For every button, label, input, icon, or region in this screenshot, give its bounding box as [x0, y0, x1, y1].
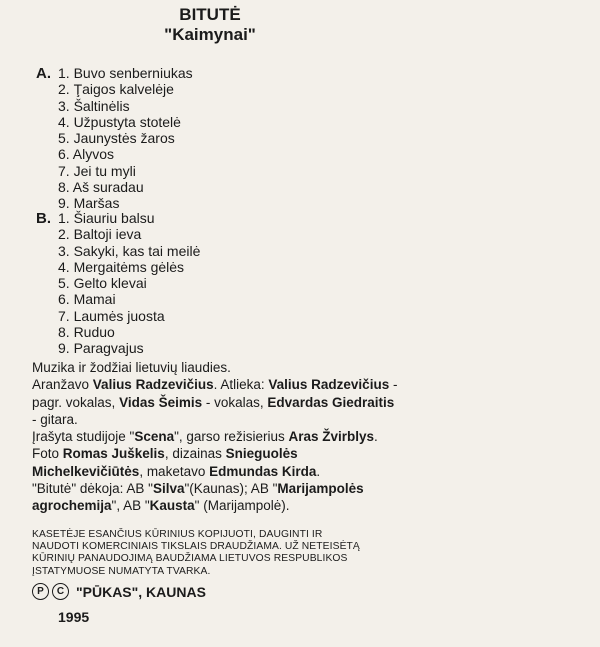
performer-name: Edvardas Giedraitis: [267, 394, 395, 410]
sponsor-name: Kausta: [149, 498, 195, 514]
side-b-tracklist: [58, 210, 200, 357]
release-year: 1995: [58, 609, 90, 625]
list-item: 2. Baltoji ieva: [58, 226, 142, 243]
list-item: 5. Jaunystės žaros: [58, 130, 175, 147]
side-b-label: B.: [36, 210, 51, 227]
performer-name: Vidas Šeimis: [119, 394, 203, 410]
list-item: 4. Mergaitėms gėlės: [58, 258, 185, 275]
list-item: 6. Mamai: [58, 291, 116, 308]
performers-credit: Aranžavo Valius Radzevičius. Atlieka: Valius Radzevičius - pagr. vokalas, Vidas Šeimis - vokalas, Edvardas Giedraitis - gitara.: [32, 377, 398, 427]
performer-name: Valius Radzevičius: [268, 377, 390, 393]
studio-name: Scena: [134, 429, 175, 445]
side-a-tracklist: [58, 65, 193, 212]
publisher-line: [32, 583, 206, 600]
layout-artist: Edmundas Kirda: [209, 463, 317, 479]
list-item: 9. Paragvajus: [58, 340, 144, 357]
copyright-icon: C: [52, 583, 69, 600]
side-a-label: A.: [36, 65, 51, 82]
album-title: "Kaimynai": [164, 25, 256, 44]
list-item: 1. Buvo senberniukas: [58, 65, 193, 81]
music-credit: Muzika ir žodžiai lietuvių liaudies.: [32, 360, 231, 375]
list-item: 6. Alyvos: [58, 146, 115, 163]
thanks-credit: "Bitutė" dėkoja: AB "Silva"(Kaunas); AB "Marijampolės agrochemija", AB "Kausta" (Marijampolė).: [32, 481, 364, 514]
list-item: 2. Ţaigos kalvelėje: [58, 81, 174, 98]
arranger-name: Valius Radzevičius: [92, 377, 214, 393]
list-item: 9. Maršas: [58, 195, 120, 212]
sound-director: Aras Žvirblys: [288, 429, 374, 445]
list-item: 7. Jei tu myli: [58, 162, 136, 179]
photographer: Romas Juškelis: [62, 446, 165, 462]
list-item: 4. Užpustyta stotelė: [58, 113, 181, 130]
phonogram-icon: P: [32, 583, 49, 600]
artist-name: BITUTĖ: [179, 5, 241, 24]
list-item: 7. Laumės juosta: [58, 307, 165, 324]
designer: Snieguolės Michelkevičiūtės: [32, 446, 298, 479]
list-item: 3. Šaltinėlis: [58, 97, 130, 114]
list-item: 5. Gelto klevai: [58, 275, 147, 292]
design-credit: Foto Romas Juškelis, dizainas Snieguolės Michelkevičiūtės, maketavo Edmundas Kirda.: [32, 446, 321, 479]
publisher-name: "PŪKAS", KAUNAS: [76, 583, 206, 600]
credits-block: [32, 359, 402, 515]
list-item: 1. Šiauriu balsu: [58, 210, 155, 226]
sponsor-name: Silva: [152, 481, 185, 497]
list-item: 3. Sakyki, kas tai meilė: [58, 242, 201, 259]
studio-credit: Įrašyta studijoje "Scena", garso režisierius Aras Žvirblys.: [32, 429, 378, 445]
legal-notice: KASETĖJE ESANČIUS KŪRINIUS KOPIJUOTI, DAUGINTI IR NAUDOTI KOMERCINIAIS TIKSLAIS DRAUDŽIAMA. UŽ NETEISĖTĄ KŪRINIŲ PANAUDOJIMĄ BAUDŽIAMA LIETUVOS RESPUBLIKOS ĮSTATYMUOSE NUMATYTA TVARKA.: [32, 529, 360, 577]
list-item: 8. Aš suradau: [58, 179, 144, 196]
list-item: 8. Ruduo: [58, 324, 115, 341]
sponsor-name: Marijampolės agrochemija: [32, 481, 364, 514]
